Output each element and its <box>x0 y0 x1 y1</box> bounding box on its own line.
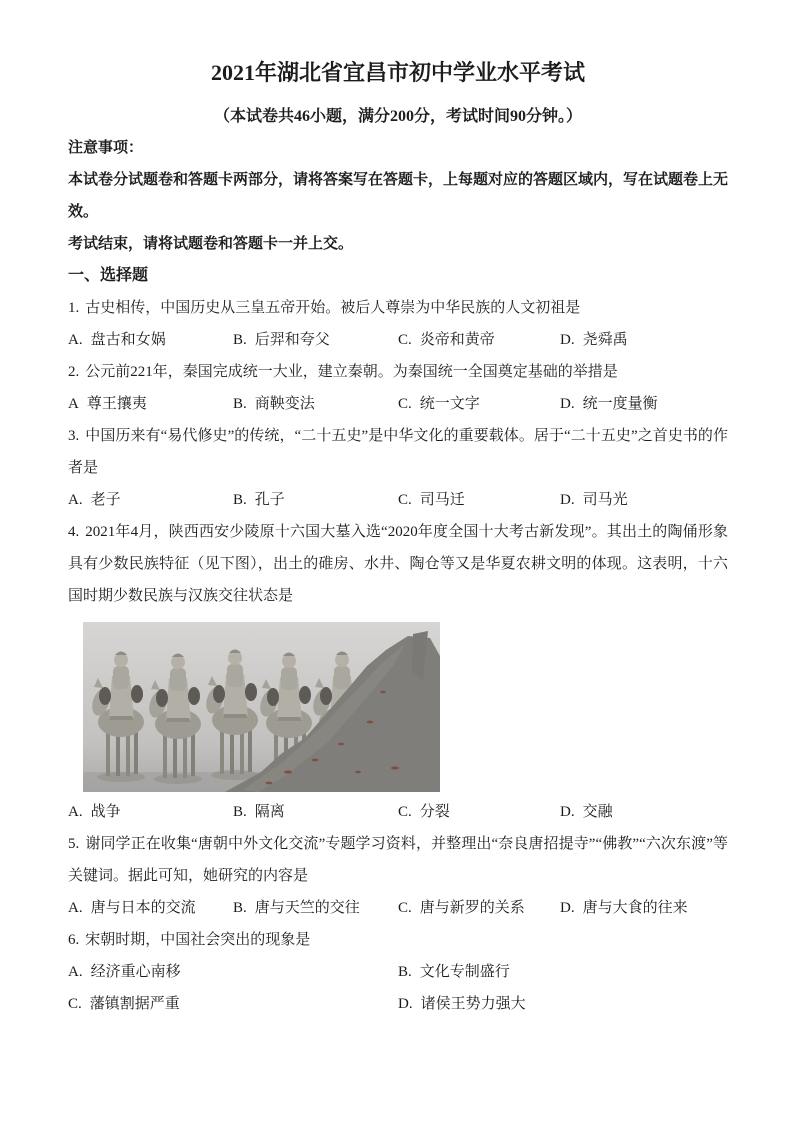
notice-body: 本试卷分试题卷和答题卡两部分，请将答案写在答题卡，上每题对应的答题区域内，写在试题卷上无效。 <box>68 172 729 220</box>
page-title: 2021年湖北省宜昌市初中学业水平考试 <box>210 60 585 85</box>
question-2-text: 2. 公元前221年，秦国完成统一大业，建立秦朝。为秦国统一全国奠定基础的举措是 <box>68 364 618 380</box>
option-4-b: B. 隔离 <box>233 804 285 820</box>
question-5 <box>68 828 728 924</box>
option-6-a: A. 经济重心南移 <box>68 964 181 980</box>
question-3-options <box>68 484 728 516</box>
question-1-text: 1. 古史相传，中国历史从三皇五帝开始。被后人尊崇为中华民族的人文初祖是 <box>68 300 581 316</box>
question-2-number: 2. <box>68 364 80 380</box>
question-1 <box>68 292 728 356</box>
option-5-c: C. 唐与新罗的关系 <box>398 900 525 916</box>
option-6-d: D. 诸侯王势力强大 <box>398 996 526 1012</box>
option-3-b: B. 孔子 <box>233 492 285 508</box>
option-4-c: C. 分裂 <box>398 804 450 820</box>
option-6-c: C. 藩镇割据严重 <box>68 996 180 1012</box>
question-3-number: 3. <box>68 428 80 444</box>
option-6-b: B. 文化专制盛行 <box>398 964 510 980</box>
option-2-b: B. 商鞅变法 <box>233 396 315 412</box>
question-5-options <box>68 892 728 924</box>
option-5-a: A. 唐与日本的交流 <box>68 900 196 916</box>
section-heading-choice: 一、选择题 <box>68 267 149 284</box>
option-2-d: D. 统一度量衡 <box>560 396 658 412</box>
notice-heading: 注意事项： <box>68 140 144 156</box>
question-3-text: 3. 中国历来有“易代修史”的传统，“二十五史”是中华文化的重要载体。居于“二十五史”之首史书的作者是 <box>68 428 728 476</box>
question-1-options <box>68 324 728 356</box>
question-5-number: 5. <box>68 836 80 852</box>
question-4-text: 4. 2021年4月，陕西西安少陵原十六国大墓入选“2020年度全国十大考古新发现”。其出土的陶俑形象具有少数民族特征（见下图），出土的碓房、水井、陶仓等又是华夏农耕文明的体现。这表明，十六国时期少数民族与汉族交往状态是 <box>68 524 728 604</box>
question-4-number: 4. <box>68 524 80 540</box>
option-5-d: D. 唐与大食的往来 <box>560 900 688 916</box>
question-2 <box>68 356 728 420</box>
pottery-cavalry-figurines-image <box>83 622 440 792</box>
option-1-a: A. 盘古和女娲 <box>68 332 166 348</box>
option-5-b: B. 唐与天竺的交往 <box>233 900 360 916</box>
option-3-d: D. 司马光 <box>560 492 628 508</box>
question-3 <box>68 420 728 516</box>
page-subtitle: （本试卷共46小题，满分200分，考试时间90分钟。） <box>213 108 582 125</box>
question-1-number: 1. <box>68 300 80 316</box>
option-3-a: A. 老子 <box>68 492 121 508</box>
question-2-options <box>68 388 728 420</box>
question-6-text: 6. 宋朝时期，中国社会突出的现象是 <box>68 932 311 948</box>
question-6-number: 6. <box>68 932 80 948</box>
option-2-c: C. 统一文字 <box>398 396 480 412</box>
question-4-options <box>68 796 728 828</box>
question-5-text: 5. 谢同学正在收集“唐朝中外文化交流”专题学习资料，并整理出“奈良唐招提寺”“佛教”“六次东渡”等关键词。据此可知，她研究的内容是 <box>68 836 728 884</box>
option-4-a: A. 战争 <box>68 804 121 820</box>
option-2-a: A 尊王攘夷 <box>68 396 147 412</box>
question-4-figure <box>83 622 440 792</box>
question-6 <box>68 924 728 1020</box>
option-1-d: D. 尧舜禹 <box>560 332 628 348</box>
option-4-d: D. 交融 <box>560 804 613 820</box>
option-1-c: C. 炎帝和黄帝 <box>398 332 495 348</box>
question-6-options <box>68 956 728 1020</box>
option-1-b: B. 后羿和夸父 <box>233 332 330 348</box>
question-4 <box>68 516 728 828</box>
notice-closing: 考试结束，请将试题卷和答题卡一并上交。 <box>68 236 354 252</box>
option-3-c: C. 司马迁 <box>398 492 465 508</box>
